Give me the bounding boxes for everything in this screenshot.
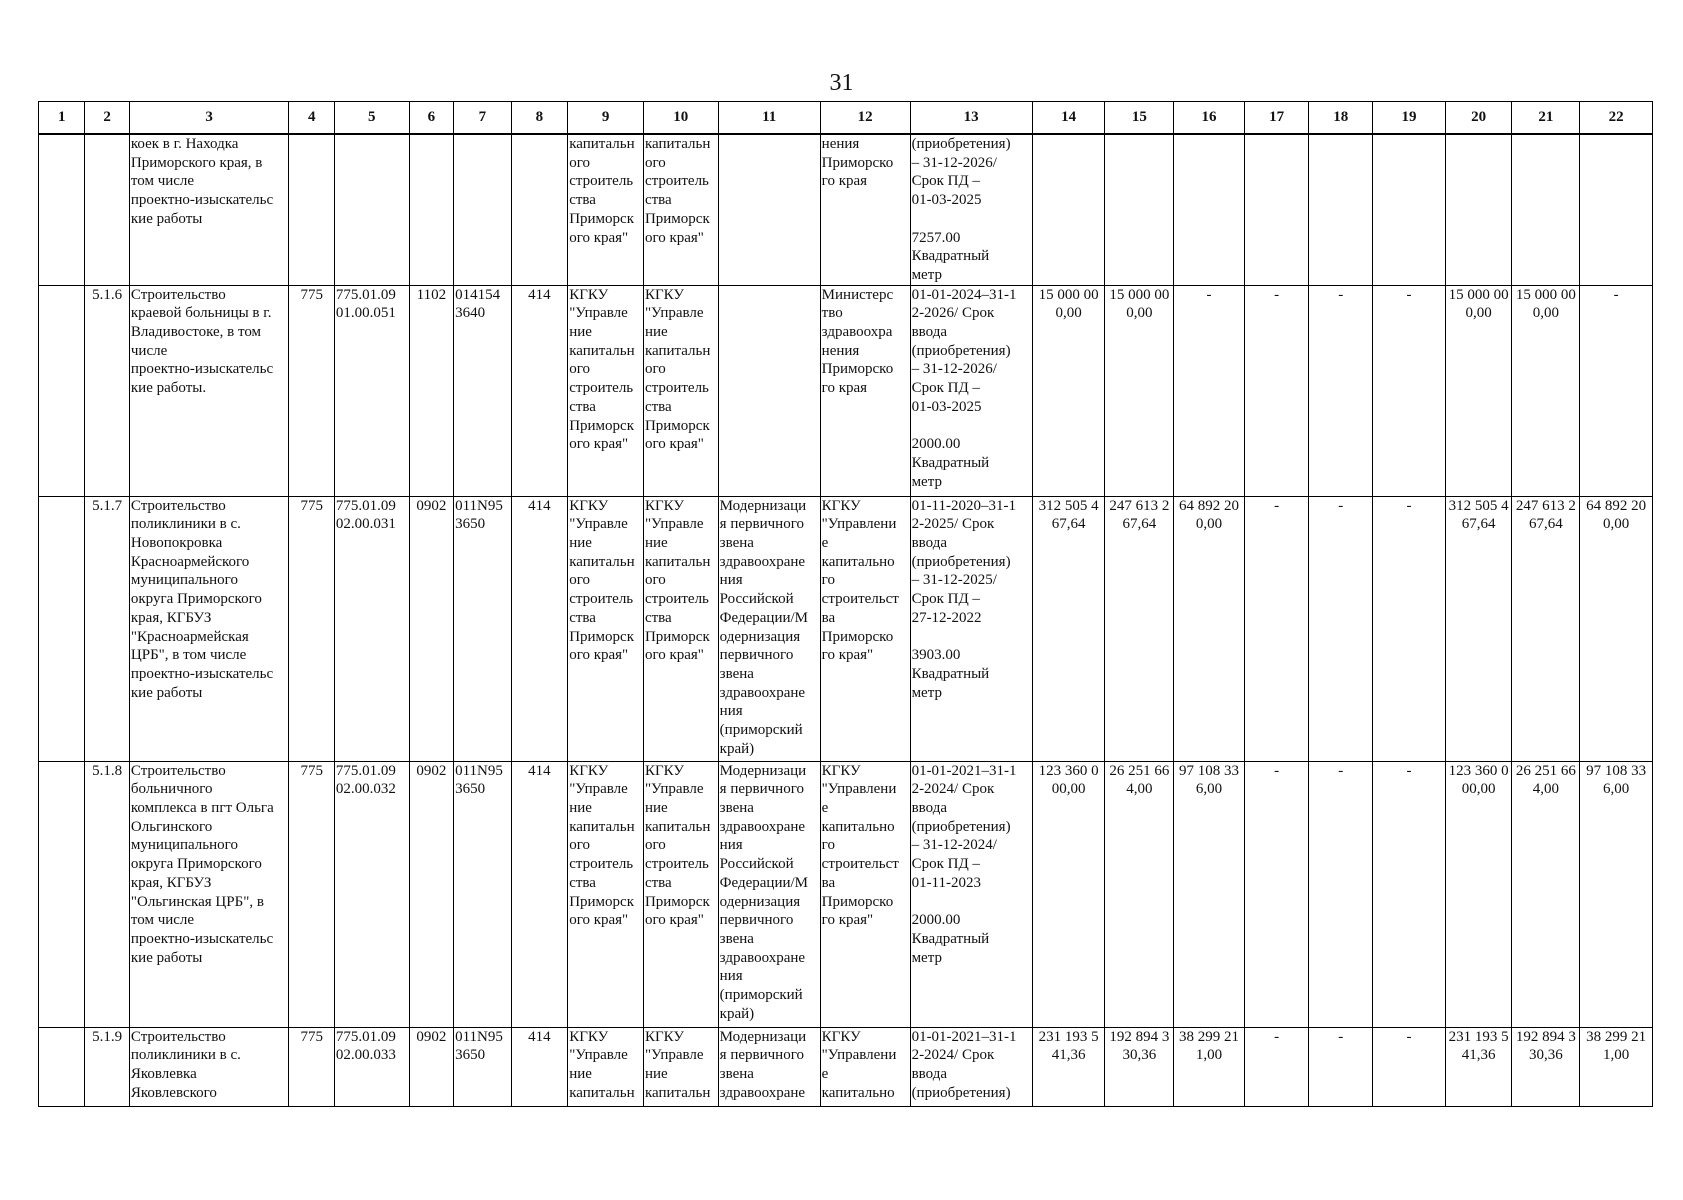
column-header-8: 8 (511, 102, 568, 135)
cell-col-6: 0902 (409, 761, 453, 1027)
cell-col-22: 97 108 33 6,00 (1580, 761, 1653, 1027)
cell-col-4: 775 (289, 496, 334, 761)
column-header-2: 2 (85, 102, 129, 135)
column-header-22: 22 (1580, 102, 1653, 135)
column-header-11: 11 (718, 102, 820, 135)
column-header-4: 4 (289, 102, 334, 135)
cell-col-11: Модернизаци я первичного звена здравоохране ния Российской Федерации/М одернизация первичного звена здравоохране ния (приморский край) (718, 496, 820, 761)
cell-col-19: - (1373, 1027, 1446, 1106)
cell-col-17 (1244, 134, 1309, 285)
cell-col-14: 312 505 4 67,64 (1032, 496, 1105, 761)
page-number: 31 (829, 70, 854, 96)
cell-col-9: капитальн ого строитель ства Приморск ого края" (568, 134, 644, 285)
column-header-14: 14 (1032, 102, 1105, 135)
cell-col-8: 414 (511, 761, 568, 1027)
cell-col-8: 414 (511, 496, 568, 761)
cell-col-21: 15 000 00 0,00 (1512, 285, 1580, 496)
cell-col-17: - (1244, 1027, 1309, 1106)
column-header-12: 12 (820, 102, 910, 135)
cell-col-15: 192 894 3 30,36 (1105, 1027, 1174, 1106)
cell-item-number: 5.1.7 (85, 496, 129, 761)
cell-col-6: 1102 (409, 285, 453, 496)
cell-col-12: КГКУ "Управлени е капитально го строительст ва Приморско го края" (820, 496, 910, 761)
cell-col-15: 26 251 66 4,00 (1105, 761, 1174, 1027)
cell-col-19 (1373, 134, 1446, 285)
cell-col-5: 775.01.09 01.00.051 (334, 285, 409, 496)
cell-col-1 (39, 1027, 85, 1106)
cell-col-19: - (1373, 285, 1446, 496)
cell-object-name: Строительство краевой больницы в г. Владивостоке, в том числе проектно-изыскательс кие работы. (129, 285, 289, 496)
cell-col-15 (1105, 134, 1174, 285)
cell-col-13: 01-01-2021–31-1 2-2024/ Срок ввода (приобретения) – 31-12-2024/ Срок ПД – 01-11-2023 2000.00 Квадратный метр (910, 761, 1032, 1027)
cell-col-21: 192 894 3 30,36 (1512, 1027, 1580, 1106)
cell-col-20: 123 360 0 00,00 (1445, 761, 1512, 1027)
cell-col-16 (1174, 134, 1245, 285)
cell-col-6: 0902 (409, 1027, 453, 1106)
cell-item-number: 5.1.6 (85, 285, 129, 496)
cell-item-number (85, 134, 129, 285)
cell-col-22: 64 892 20 0,00 (1580, 496, 1653, 761)
cell-col-5 (334, 134, 409, 285)
cell-col-21 (1512, 134, 1580, 285)
cell-col-13: 01-01-2024–31-1 2-2026/ Срок ввода (приобретения) – 31-12-2026/ Срок ПД – 01-03-2025 2000.00 Квадратный метр (910, 285, 1032, 496)
cell-col-14: 15 000 00 0,00 (1032, 285, 1105, 496)
table-row (39, 285, 1653, 496)
cell-col-9: КГКУ "Управле ние капитальн ого строитель ства Приморск ого края" (568, 285, 644, 496)
cell-col-16: 38 299 21 1,00 (1174, 1027, 1245, 1106)
cell-col-10: КГКУ "Управле ние капитальн ого строитель ства Приморск ого края" (643, 761, 718, 1027)
cell-col-18: - (1309, 496, 1373, 761)
header-row (39, 102, 1653, 135)
cell-col-11: Модернизаци я первичного звена здравоохране (718, 1027, 820, 1106)
cell-col-22: - (1580, 285, 1653, 496)
cell-item-number: 5.1.9 (85, 1027, 129, 1106)
cell-col-21: 247 613 2 67,64 (1512, 496, 1580, 761)
cell-col-14: 231 193 5 41,36 (1032, 1027, 1105, 1106)
cell-col-4 (289, 134, 334, 285)
cell-object-name: Строительство поликлиники в с. Яковлевка Яковлевского (129, 1027, 289, 1106)
cell-col-8: 414 (511, 285, 568, 496)
cell-col-11 (718, 134, 820, 285)
cell-col-1 (39, 134, 85, 285)
cell-col-19: - (1373, 761, 1446, 1027)
cell-object-name: коек в г. Находка Приморского края, в том числе проектно-изыскательс кие работы (129, 134, 289, 285)
column-header-7: 7 (454, 102, 512, 135)
column-header-21: 21 (1512, 102, 1580, 135)
cell-col-10: КГКУ "Управле ние капитальн ого строитель ства Приморск ого края" (643, 285, 718, 496)
table-body (39, 134, 1653, 1106)
cell-col-1 (39, 761, 85, 1027)
cell-col-9: КГКУ "Управле ние капитальн ого строитель ства Приморск ого края" (568, 496, 644, 761)
column-header-3: 3 (129, 102, 289, 135)
cell-col-15: 247 613 2 67,64 (1105, 496, 1174, 761)
cell-col-10: капитальн ого строитель ства Приморск ого края" (643, 134, 718, 285)
cell-col-12: Министерс тво здравоохра нения Приморско го края (820, 285, 910, 496)
cell-col-16: 64 892 20 0,00 (1174, 496, 1245, 761)
cell-col-5: 775.01.09 02.00.031 (334, 496, 409, 761)
table-row (39, 761, 1653, 1027)
cell-col-20: 15 000 00 0,00 (1445, 285, 1512, 496)
cell-col-8: 414 (511, 1027, 568, 1106)
column-header-15: 15 (1105, 102, 1174, 135)
cell-col-20 (1445, 134, 1512, 285)
cell-col-10: КГКУ "Управле ние капитальн (643, 1027, 718, 1106)
cell-col-11 (718, 285, 820, 496)
cell-item-number: 5.1.8 (85, 761, 129, 1027)
cell-col-17: - (1244, 496, 1309, 761)
cell-col-4: 775 (289, 285, 334, 496)
table-row (39, 134, 1653, 285)
table-row (39, 1027, 1653, 1106)
cell-col-22 (1580, 134, 1653, 285)
column-header-19: 19 (1373, 102, 1446, 135)
column-header-1: 1 (39, 102, 85, 135)
cell-col-13: 01-01-2021–31-1 2-2024/ Срок ввода (приобретения) (910, 1027, 1032, 1106)
cell-col-4: 775 (289, 1027, 334, 1106)
cell-col-14 (1032, 134, 1105, 285)
cell-col-11: Модернизаци я первичного звена здравоохране ния Российской Федерации/М одернизация первичного звена здравоохране ния (приморский край) (718, 761, 820, 1027)
cell-col-18 (1309, 134, 1373, 285)
cell-col-18: - (1309, 1027, 1373, 1106)
cell-col-16: 97 108 33 6,00 (1174, 761, 1245, 1027)
cell-col-7 (454, 134, 512, 285)
cell-col-7: 011N95 3650 (454, 496, 512, 761)
cell-col-20: 231 193 5 41,36 (1445, 1027, 1512, 1106)
cell-col-7: 011N95 3650 (454, 761, 512, 1027)
cell-col-18: - (1309, 285, 1373, 496)
cell-col-1 (39, 285, 85, 496)
column-header-13: 13 (910, 102, 1032, 135)
cell-col-15: 15 000 00 0,00 (1105, 285, 1174, 496)
cell-col-12: нения Приморско го края (820, 134, 910, 285)
cell-col-16: - (1174, 285, 1245, 496)
cell-col-22: 38 299 21 1,00 (1580, 1027, 1653, 1106)
cell-col-17: - (1244, 285, 1309, 496)
cell-object-name: Строительство больничного комплекса в пгт Ольга Ольгинского муниципального округа Приморского края, КГБУЗ "Ольгинская ЦРБ", в том числе проектно-изыскательс кие работы (129, 761, 289, 1027)
cell-col-12: КГКУ "Управлени е капитально го строительст ва Приморско го края" (820, 761, 910, 1027)
cell-col-7: 014154 3640 (454, 285, 512, 496)
cell-col-18: - (1309, 761, 1373, 1027)
column-header-10: 10 (643, 102, 718, 135)
column-header-16: 16 (1174, 102, 1245, 135)
column-header-6: 6 (409, 102, 453, 135)
cell-object-name: Строительство поликлиники в с. Новопокровка Красноармейского муниципального округа Приморского края, КГБУЗ "Красноармейская ЦРБ", в том числе проектно-изыскательс кие работы (129, 496, 289, 761)
cell-col-20: 312 505 4 67,64 (1445, 496, 1512, 761)
column-header-5: 5 (334, 102, 409, 135)
column-header-18: 18 (1309, 102, 1373, 135)
cell-col-12: КГКУ "Управлени е капитально (820, 1027, 910, 1106)
column-header-17: 17 (1244, 102, 1309, 135)
cell-col-7: 011N95 3650 (454, 1027, 512, 1106)
cell-col-8 (511, 134, 568, 285)
cell-col-21: 26 251 66 4,00 (1512, 761, 1580, 1027)
cell-col-19: - (1373, 496, 1446, 761)
cell-col-13: 01-11-2020–31-1 2-2025/ Срок ввода (приобретения) – 31-12-2025/ Срок ПД – 27-12-2022 3903.00 Квадратный метр (910, 496, 1032, 761)
cell-col-5: 775.01.09 02.00.033 (334, 1027, 409, 1106)
cell-col-13: (приобретения) – 31-12-2026/ Срок ПД – 01-03-2025 7257.00 Квадратный метр (910, 134, 1032, 285)
cell-col-1 (39, 496, 85, 761)
cell-col-6 (409, 134, 453, 285)
table-row (39, 496, 1653, 761)
column-header-9: 9 (568, 102, 644, 135)
investment-objects-table (38, 101, 1653, 1107)
cell-col-10: КГКУ "Управле ние капитальн ого строитель ства Приморск ого края" (643, 496, 718, 761)
cell-col-5: 775.01.09 02.00.032 (334, 761, 409, 1027)
cell-col-17: - (1244, 761, 1309, 1027)
cell-col-9: КГКУ "Управле ние капитальн ого строитель ства Приморск ого края" (568, 761, 644, 1027)
column-header-20: 20 (1445, 102, 1512, 135)
cell-col-6: 0902 (409, 496, 453, 761)
cell-col-4: 775 (289, 761, 334, 1027)
cell-col-9: КГКУ "Управле ние капитальн (568, 1027, 644, 1106)
cell-col-14: 123 360 0 00,00 (1032, 761, 1105, 1027)
